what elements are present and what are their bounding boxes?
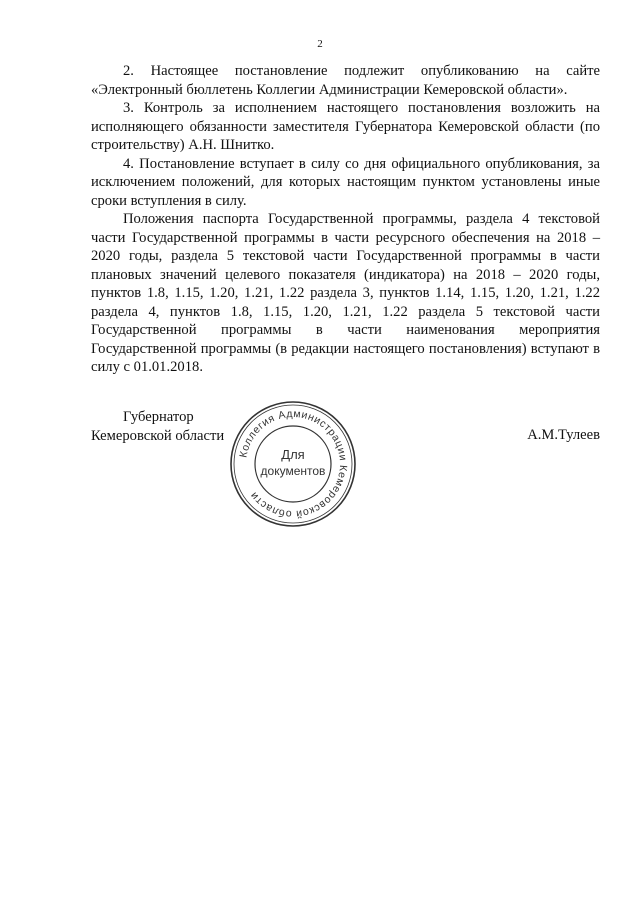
paragraph-2: 2. Настоящее постановление подлежит опубликованию на сайте «Электронный бюллетень Коллегии Администрации Кемеровской области». (91, 63, 600, 98)
signatory-title-line2: Кемеровской области (91, 427, 225, 444)
seal-graphic (228, 399, 358, 529)
seal-ring-text: Коллегия Администрации Кемеровской области (237, 407, 350, 521)
signatory-title (91, 408, 224, 445)
paragraph-4: 4. Постановление вступает в силу со дня официального опубликования, за исключением положений, для которых настоящим пунктом установлены иные сроки вступления в силу. (91, 155, 600, 209)
seal-center-line1: Для (281, 447, 305, 462)
paragraph-effective-date: Положения паспорта Государственной программы, раздела 4 текстовой части Государственной программы в части ресурсного обеспечения на 2018 – 2020 годы, раздела 5 текстовой части Государственной программы в части плановых значений целевого показателя (индикатора) на 2018 – 2020 годы, пунктов 1.8, 1.15, 1.20, 1.21, 1.22 раздела 3, пунктов 1.14, 1.15, 1.20, 1.21, 1.22 раздела 4, пунктов 1.8, 1.15, 1.20, 1.21, 1.22 раздела 5 текстовой части Государственной программы в части наименования мероприятия Государственной программы (в редакции настоящего постановления) вступают в силу с 01.01.2018. (91, 211, 600, 375)
official-seal-stamp (228, 399, 358, 529)
page-number: 2 (317, 38, 323, 50)
signatory-name: А.М.Тулеев (527, 427, 600, 443)
signatory-title-line1: Губернатор (123, 409, 194, 425)
document-body (91, 62, 600, 377)
paragraph-3: 3. Контроль за исполнением настоящего постановления возложить на исполняющего обязанности заместителя Губернатора Кемеровской области (по строительству) А.Н. Шнитко. (91, 100, 600, 153)
seal-center-line2: документов (260, 464, 326, 478)
